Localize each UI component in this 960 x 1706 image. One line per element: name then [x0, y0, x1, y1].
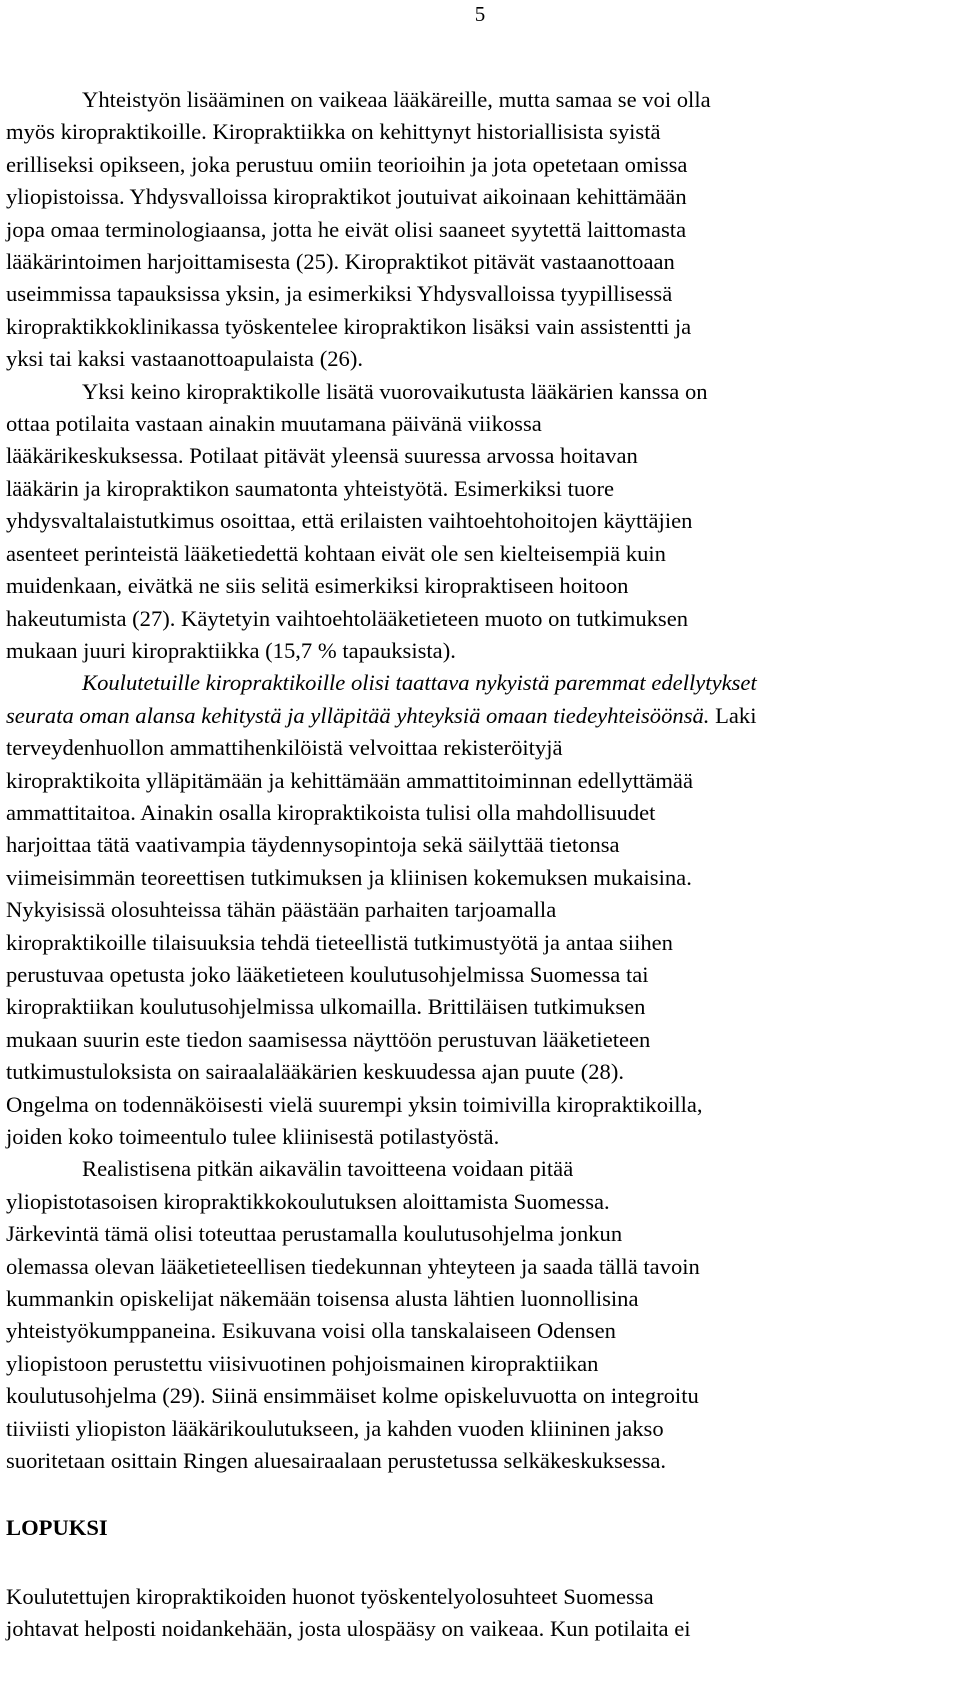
text-line: Nykyisissä olosuhteissa tähän päästään parhaiten tarjoamalla [6, 897, 557, 923]
text-line: kiropraktikoille tilaisuuksia tehdä tieteellistä tutkimustyötä ja antaa siihen [6, 929, 673, 955]
text-tail: Laki [709, 702, 757, 728]
italic-text: seurata oman alansa kehitystä ja ylläpitää yhteyksiä omaan tiedeyhteisöönsä. [6, 702, 710, 728]
section-heading: LOPUKSI [6, 1515, 108, 1541]
text-line: olemassa olevan lääketieteellisen tiedekunnan yhteyteen ja saada tällä tavoin [6, 1253, 700, 1279]
text-line: Yksi keino kiropraktikolle lisätä vuorovaikutusta lääkärien kanssa on [82, 378, 708, 404]
text-line: Yhteistyön lisääminen on vaikeaa lääkäreille, mutta samaa se voi olla [82, 87, 711, 112]
text-line: yliopistotasoisen kiropraktikkokoulutuksen aloittamista Suomessa. [6, 1188, 610, 1214]
text-line: ottaa potilaita vastaan ainakin muutamana päivänä viikossa [6, 411, 542, 437]
text-line: lääkärikeskuksessa. Potilaat pitävät yleensä suuressa arvossa hoitavan [6, 443, 638, 469]
text-line: lääkärintoimen harjoittamisesta (25). Kiropraktikot pitävät vastaanottoaan [6, 249, 675, 275]
text-line: useimmissa tapauksissa yksin, ja esimerkiksi Yhdysvalloissa tyypillisessä [6, 281, 673, 307]
text-line: Ongelma on todennäköisesti vielä suurempi yksin toimivilla kiropraktikoilla, [6, 1091, 703, 1117]
text-line [6, 700, 946, 732]
page-number: 5 [474, 2, 486, 26]
text-line: yliopistoon perustettu viisivuotinen pohjoismainen kiropraktiikan [6, 1350, 599, 1376]
text-line: Koulutettujen kiropraktikoiden huonot työskentelyolosuhteet Suomessa [6, 1583, 654, 1609]
text-line: asenteet perinteistä lääketiedettä kohtaan eivät ole sen kielteisempiä kuin [6, 540, 666, 566]
text-line: erilliseksi opikseen, joka perustuu omiin teorioihin ja jota opetetaan omissa [6, 151, 688, 177]
text-line: jopa omaa terminologiaansa, jotta he eivät olisi saaneet syytettä laittomasta [6, 216, 687, 242]
text-line: terveydenhuollon ammattihenkilöistä velvoittaa rekisteröityjä [6, 735, 563, 761]
italic-text-line: Koulutetuille kiropraktikoille olisi taattava nykyistä paremmat edellytykset [82, 670, 757, 696]
text-line: muidenkaan, eivätkä ne siis selitä esimerkiksi kiropraktiseen hoitoon [6, 573, 629, 599]
text-line: Realistisena pitkän aikavälin tavoitteena voidaan pitää [82, 1156, 574, 1182]
text-line: kiropraktiikan koulutusohjelmissa ulkomailla. Brittiläisen tutkimuksen [6, 994, 646, 1020]
paragraph-2 [6, 376, 946, 668]
text-line: Järkevintä tämä olisi toteuttaa perustamalla koulutusohjelma jonkun [6, 1221, 623, 1247]
text-line: yhdysvaltalaistutkimus osoittaa, että erilaisten vaihtoehtohoitojen käyttäjien [6, 508, 693, 534]
text-line: harjoittaa tätä vaativampia täydennysopintoja sekä säilyttää tietonsa [6, 832, 620, 858]
text-line: yliopistoissa. Yhdysvalloissa kiropraktikot joutuivat aikoinaan kehittämään [6, 184, 687, 210]
text-line: ammattitaitoa. Ainakin osalla kiropraktikoista tulisi olla mahdollisuudet [6, 799, 656, 825]
text-line: koulutusohjelma (29). Siinä ensimmäiset kolme opiskeluvuotta on integroitu [6, 1383, 699, 1409]
text-line: yhteistyökumppaneina. Esikuvana voisi olla tanskalaiseen Odensen [6, 1318, 616, 1344]
text-line: lääkärin ja kiropraktikon saumatonta yhteistyötä. Esimerkiksi tuore [6, 475, 614, 501]
text-line: kummankin opiskelijat näkemään toisensa alusta lähtien luonnollisina [6, 1286, 639, 1312]
paragraph-5 [6, 1581, 946, 1646]
text-line: joiden koko toimeentulo tulee kliinisestä potilastyöstä. [6, 1124, 500, 1149]
text-line: viimeisimmän teoreettisen tutkimuksen ja kliinisen kokemuksen mukaisina. [6, 864, 692, 890]
text-line: mukaan suurin este tiedon saamisessa näyttöön perustuvan lääketieteen [6, 1026, 651, 1052]
text-line: hakeutumista (27). Käytetyin vaihtoehtolääketieteen muoto on tutkimuksen [6, 605, 689, 631]
text-line: yksi tai kaksi vastaanottoapulaista (26). [6, 346, 364, 372]
text-line: suoritetaan osittain Ringen aluesairaalaan perustetussa selkäkeskuksessa. [6, 1448, 667, 1474]
paragraph-3 [6, 667, 946, 1153]
text-line: mukaan juuri kiropraktiikka (15,7 % tapauksista). [6, 637, 456, 663]
text-line: perustuvaa opetusta joko lääketieteen koulutusohjelmissa Suomessa tai [6, 961, 649, 987]
paragraph-4 [6, 1153, 946, 1477]
text-line: kiropraktikkoklinikassa työskentelee kiropraktikon lisäksi vain assistentti ja [6, 313, 692, 339]
text-line: kiropraktikoita ylläpitämään ja kehittämään ammattitoiminnan edellyttämää [6, 767, 693, 793]
document-body [6, 84, 946, 1646]
text-line: tiiviisti yliopiston lääkärikoulutukseen, ja kahden vuoden kliininen jakso [6, 1415, 664, 1441]
text-line: johtavat helposti noidankehään, josta ulospääsy on vaikeaa. Kun potilaita ei [6, 1616, 691, 1642]
text-line: tutkimustuloksista on sairaalalääkärien keskuudessa ajan puute (28). [6, 1059, 625, 1085]
text-line: myös kiropraktikoille. Kiropraktiikka on kehittynyt historiallisista syistä [6, 119, 661, 145]
paragraph-1 [6, 84, 946, 376]
